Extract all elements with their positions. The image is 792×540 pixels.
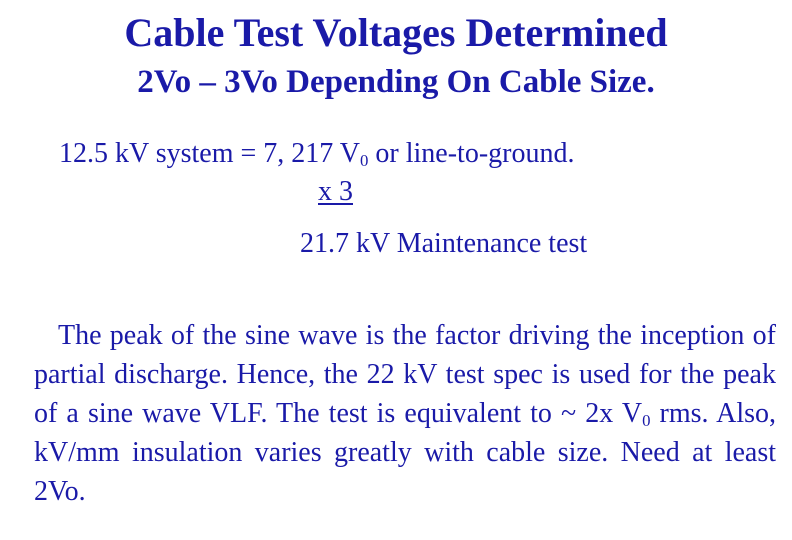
slide-subtitle: 2Vo – 3Vo Depending On Cable Size. [137,64,655,100]
calc-text-2: system = 7, 217 V [148,138,361,169]
calc-text-unit: V [129,138,149,169]
paragraph-text-2: rms. Also, kV/mm insulation varies greatly with cable size. Need at least 2Vo. [34,398,776,507]
paragraph-subscript: 0 [642,411,651,431]
calc-text-3: or line-to-ground. [368,138,575,169]
paragraph-text-1: The peak of the sine wave is the factor driving the inception of partial discharge. Hence, the 22 kV test spec is used for the peak of a sine wave VLF. The test is equivalent to ~ 2x V [34,320,776,429]
explanation-paragraph [34,316,776,511]
calculation-line-system-voltage [59,135,574,173]
slide-title: Cable Test Voltages Determined [124,10,668,55]
calc-text-1: 12.5 k [59,138,129,169]
calc-subscript: 0 [360,151,369,171]
calculation-result: 21.7 kV Maintenance test [300,228,588,259]
calculation-multiplier: x 3 [318,176,353,207]
